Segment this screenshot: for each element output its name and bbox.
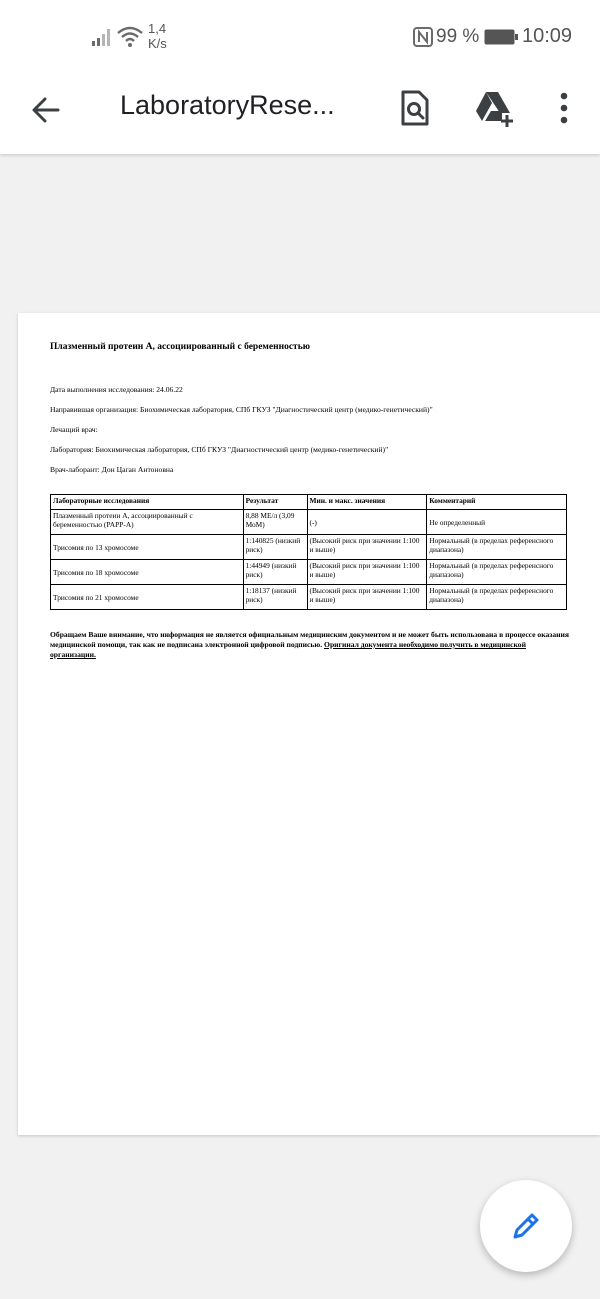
nfc-icon bbox=[413, 27, 433, 47]
table-cell: Нормальный (в пределах референсного диапазона) bbox=[427, 560, 567, 585]
table-cell: Не определенный bbox=[427, 510, 567, 535]
table-cell: 8,88 МЕ/л (3,09 МоМ) bbox=[243, 510, 307, 535]
back-arrow-icon[interactable] bbox=[28, 92, 64, 128]
results-table bbox=[50, 494, 567, 610]
table-cell: (Высокий риск при значении 1:100 и выше) bbox=[307, 535, 427, 560]
table-cell: (Высокий риск при значении 1:100 и выше) bbox=[307, 585, 427, 610]
wifi-icon bbox=[116, 24, 144, 48]
table-cell: 1:44949 (низкий риск) bbox=[243, 560, 307, 585]
column-header: Результат bbox=[243, 495, 307, 510]
more-vert-icon[interactable] bbox=[550, 90, 578, 126]
find-in-document-icon[interactable] bbox=[395, 88, 435, 128]
table-cell: Плазменный протеин А, ассоциированный с беременностью (PAPP-A) bbox=[51, 510, 244, 535]
table-header-row bbox=[51, 495, 567, 510]
table-row bbox=[51, 560, 567, 585]
table-cell: Трисомия по 13 хромосоме bbox=[51, 535, 244, 560]
table-cell: 1:18137 (низкий риск) bbox=[243, 585, 307, 610]
table-cell: Трисомия по 18 хромосоме bbox=[51, 560, 244, 585]
network-speed: 1,4 K/s bbox=[148, 21, 167, 51]
document-page bbox=[18, 313, 600, 1135]
laboratory: Лаборатория: Биохимическая лаборатория, СПб ГКУЗ "Диагностический центр (медико-генетический)" bbox=[50, 445, 389, 454]
lab-doctor: Врач-лаборант: Дон Цаган Антоновна bbox=[50, 465, 174, 474]
status-bar bbox=[0, 0, 600, 72]
column-header: Мин. и макс. значения bbox=[307, 495, 427, 510]
signal-icon bbox=[92, 28, 112, 46]
disclaimer-text: Обращаем Ваше внимание, что информация не является официальным медицинским документом и не может быть использована в процессе оказания медицинской помощи, так как не подписана электронной цифровой подписью. bbox=[50, 630, 569, 649]
battery-percent: 99 % bbox=[436, 26, 480, 47]
edit-pencil-icon bbox=[510, 1210, 542, 1242]
table-cell: (Высокий риск при значении 1:100 и выше) bbox=[307, 560, 427, 585]
table-row bbox=[51, 510, 567, 535]
table-cell: (-) bbox=[307, 510, 427, 535]
test-date: Дата выполнения исследования: 24.06.22 bbox=[50, 385, 183, 394]
column-header: Комментарий bbox=[427, 495, 567, 510]
report-title: Плазменный протеин А, ассоциированный с беременностью bbox=[50, 342, 310, 352]
disclaimer-notice bbox=[50, 630, 570, 660]
table-row bbox=[51, 535, 567, 560]
clock: 10:09 bbox=[522, 25, 573, 47]
column-header: Лабораторные исследования bbox=[51, 495, 244, 510]
add-to-drive-icon[interactable] bbox=[472, 88, 516, 128]
referring-organization: Направившая организация: Биохимическая лаборатория, СПб ГКУЗ "Диагностический центр (медико-генетический)" bbox=[50, 405, 433, 414]
table-cell: 1:140825 (низкий риск) bbox=[243, 535, 307, 560]
table-cell: Трисомия по 21 хромосоме bbox=[51, 585, 244, 610]
table-row bbox=[51, 585, 567, 610]
attending-doctor: Лечащий врач: bbox=[50, 425, 98, 434]
document-title: LaboratoryRese... bbox=[120, 90, 335, 120]
edit-fab-button[interactable] bbox=[480, 1180, 572, 1272]
app-bar bbox=[0, 72, 600, 154]
disclaimer-original-note: Оригинал документа необходимо получить в медицинской организации. bbox=[50, 640, 526, 659]
battery-icon bbox=[484, 29, 518, 45]
table-cell: Нормальный (в пределах референсного диапазона) bbox=[427, 535, 567, 560]
table-cell: Нормальный (в пределах референсного диапазона) bbox=[427, 585, 567, 610]
